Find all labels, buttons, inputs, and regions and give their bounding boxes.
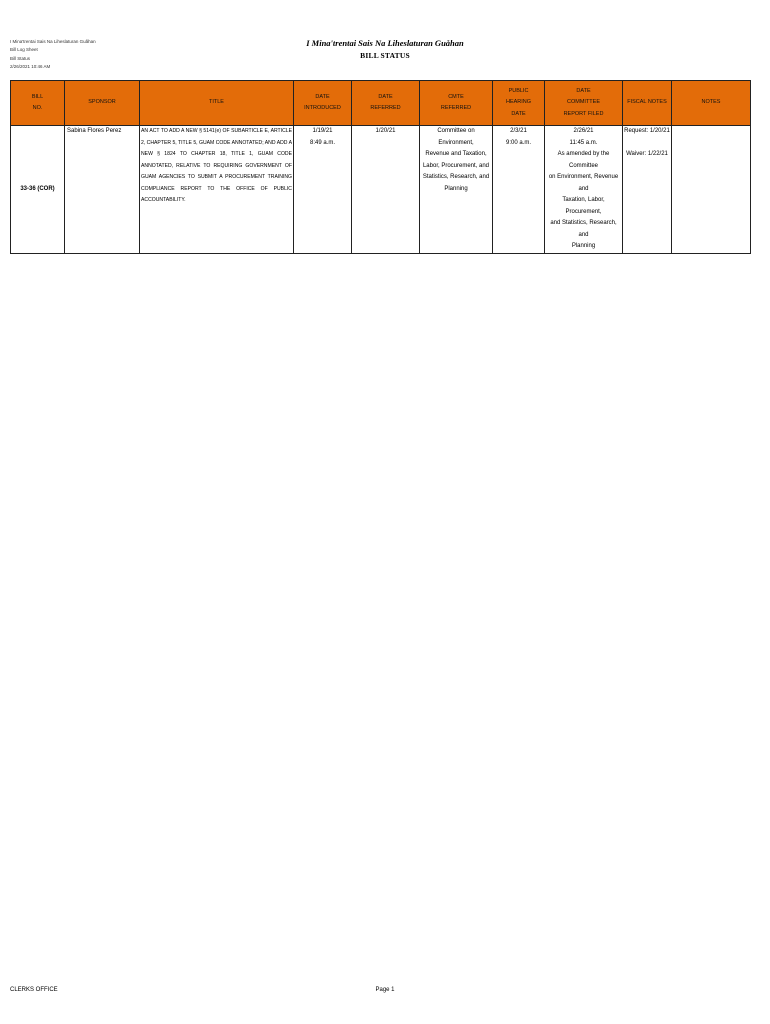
sponsor-cell: Sabina Flores Perez — [65, 126, 140, 254]
notes-cell — [672, 126, 751, 254]
column-header-bill-no: BILL NO. — [11, 81, 65, 126]
report-filed-cell: 2/26/21 11:45 a.m. As amended by the Committee on Environment, Revenue and Taxation, Labor, Procurement, and Statistics, Research, and Planning — [545, 126, 623, 254]
title-cell: AN ACT TO ADD A NEW § 5141(e) OF SUBARTICLE E, ARTICLE 2, CHAPTER 5, TITLE 5, GUAM CODE ANNOTATED; AND ADD A NEW § 1824 TO CHAPTER 18, TITLE 1, GUAM CODE ANNOTATED, RELATIVE TO REQUIRING GOVERNMENT OF GUAM AGENCIES TO SUBMIT A PROCUREMENT TRAINING COMPLIANCE REPORT TO THE OFFICE OF PUBLIC ACCOUNTABILITY. — [140, 126, 294, 254]
date-introduced-cell: 1/19/21 8:49 a.m. — [294, 126, 352, 254]
column-header-notes: NOTES — [672, 81, 751, 126]
bill-status-table — [10, 80, 751, 254]
column-header-fiscal-notes: FISCAL NOTES — [623, 81, 672, 126]
cmte-referred-cell: Committee on Environment, Revenue and Taxation, Labor, Procurement, and Statistics, Research, and Planning — [420, 126, 493, 254]
fiscal-notes-cell: Request: 1/20/21 Waiver: 1/22/21 — [623, 126, 672, 254]
hearing-date-cell: 2/3/21 9:00 a.m. — [493, 126, 545, 254]
meta-line-status: Bill Status — [10, 55, 31, 61]
table-header-row — [11, 81, 751, 126]
meta-line-log-sheet: Bill Log Sheet — [10, 47, 38, 53]
column-header-date-introduced: DATE INTRODUCED — [294, 81, 352, 126]
column-header-public-hearing-date: PUBLIC HEARING DATE — [493, 81, 545, 126]
footer-office-label: CLERKS OFFICE — [10, 987, 58, 993]
table-row — [11, 126, 751, 254]
bill-number-cell: 33-36 (COR) — [11, 126, 65, 254]
column-header-report-filed: DATE COMMITTEE REPORT FILED — [545, 81, 623, 126]
column-header-title: TITLE — [140, 81, 294, 126]
page-subtitle: BILL STATUS — [360, 51, 410, 60]
column-header-cmte-referred: CMTE REFERRED — [420, 81, 493, 126]
footer-page-number: Page 1 — [375, 987, 395, 993]
column-header-sponsor: SPONSOR — [65, 81, 140, 126]
meta-line-timestamp: 2/26/2021 10:46 AM — [10, 64, 51, 70]
meta-line-legislature: I Mina'trentai Sais Na Liheslaturan Guåhan — [10, 39, 96, 44]
page-title: I Mina'trentai Sais Na Liheslaturan Guåhan — [306, 38, 464, 48]
date-referred-cell: 1/20/21 — [352, 126, 420, 254]
column-header-date-referred: DATE REFERRED — [352, 81, 420, 126]
